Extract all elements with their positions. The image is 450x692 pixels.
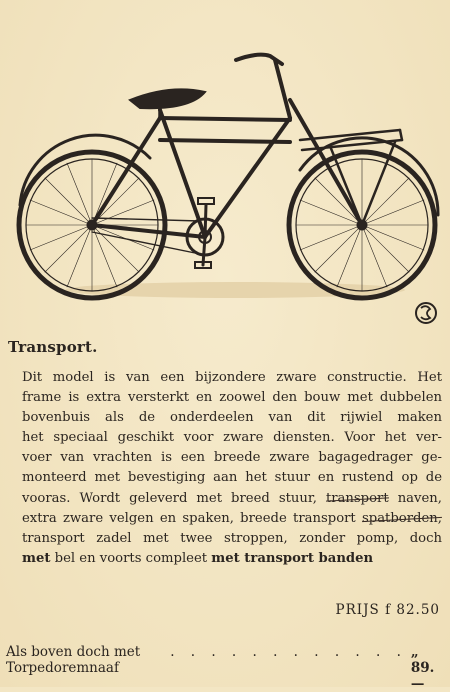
description-line: bovenbuis als de onderdeelen van dit rijwiel maken [22, 410, 442, 426]
maker-logo-icon [416, 303, 436, 323]
product-title: Transport. [8, 338, 98, 356]
description-line: Dit model is van een bijzondere zware constructie. Het [22, 370, 442, 385]
struck-word: spatborden, [361, 510, 442, 526]
description-line: met bel en voorts compleet met transport banden [22, 550, 374, 566]
variant-line [6, 644, 442, 692]
description-line: extra zware velgen en spaken, breede transport spatborden, [22, 510, 442, 526]
variant-price: „ 89.— [410, 644, 435, 692]
variant-label: Als boven doch met Torpedoremnaaf [6, 644, 141, 676]
description-line: het speciaal geschikt voor zware diensten. Voor het ver- [22, 430, 442, 446]
struck-word: transport [325, 490, 389, 506]
description-line: voer van vrachten is een breede zware bagagedrager ge- [22, 450, 442, 466]
description-line: frame is extra versterkt en zoowel den bouw met dubbelen [22, 390, 442, 406]
bicycle-illustration [0, 0, 450, 330]
product-description [22, 368, 442, 569]
description-line: monteerd met bevestiging aan het stuur en rustend op de [22, 470, 442, 486]
price: PRIJS f 82.50 [335, 602, 440, 618]
description-line: transport zadel met twee stroppen, zonder pomp, doch [22, 530, 442, 546]
description-line: vooras. Wordt geleverd met breed stuur, transport naven, [22, 490, 442, 506]
leader-dots: . . . . . . . . . . . . [170, 644, 407, 660]
